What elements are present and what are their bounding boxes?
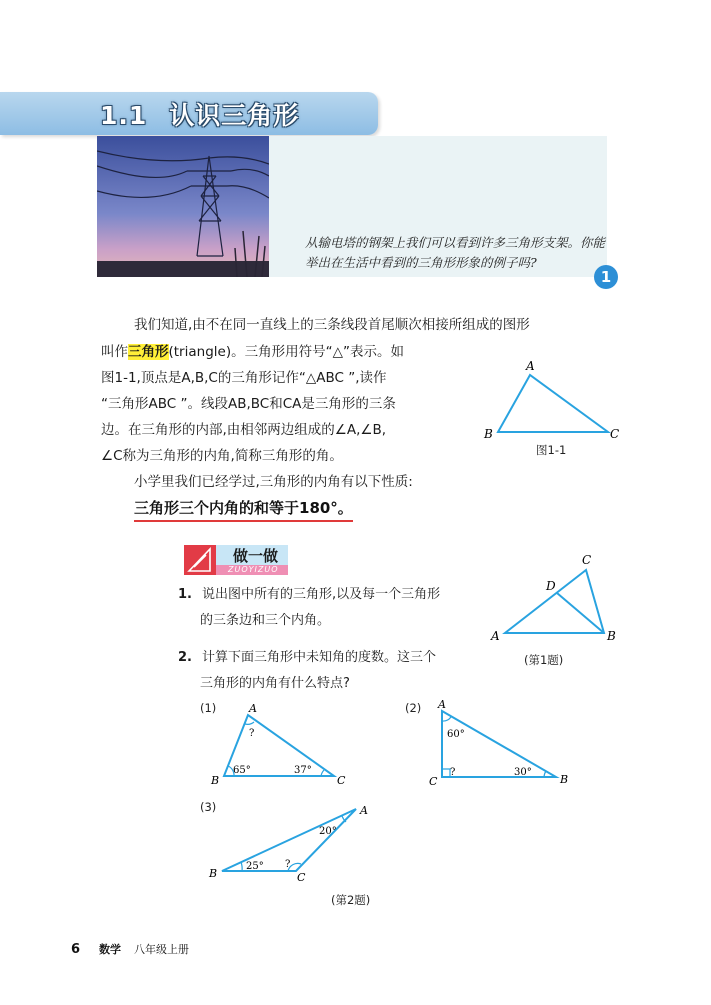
section-number: 1.1 — [100, 101, 148, 130]
fig-q1-caption: (第1题) — [524, 653, 564, 667]
fig-q2-caption: (第2题) — [331, 893, 371, 907]
body-line-1: 我们知道,由不在同一直线上的三条线段首尾顺次相接所组成的图形 — [134, 317, 530, 333]
q1-label-b: B — [607, 629, 616, 643]
q2-2-label-b: B — [560, 773, 569, 786]
q2-1-label-a: A — [249, 702, 257, 715]
body-line-2-post: (triangle)。三角形用符号“△”表示。如 — [168, 344, 404, 360]
power-tower-photo — [97, 136, 269, 277]
body-line-2 — [101, 339, 404, 365]
q2-2-label-a: A — [438, 698, 446, 711]
q2-t1-label: (1) — [200, 701, 217, 715]
fig1-label-c: C — [610, 427, 620, 441]
section-title — [100, 96, 299, 132]
figure-q2-1 — [200, 700, 360, 795]
question-1-line-2: 的三条边和三个内角。 — [200, 613, 331, 628]
q1-label-a: A — [491, 629, 500, 643]
activity-title: 做一做 — [233, 547, 279, 565]
question-1-line-1: 说出图中所有的三角形,以及每一个三角形 — [201, 587, 441, 602]
q2-2-angle-c: ? — [450, 767, 456, 778]
q2-2-label-c: C — [429, 775, 438, 788]
triangle-abc — [498, 375, 608, 432]
q2-1-label-b: B — [211, 774, 220, 787]
q2-1-label-c: C — [337, 774, 346, 787]
question-2-line-1: 计算下面三角形中未知角的度数。这三个 — [201, 650, 436, 665]
fig1-label-b: B — [484, 427, 493, 441]
q2-3-label-c: C — [297, 871, 306, 884]
body-line-5: 边。在三角形的内部,由相邻两边组成的∠A,∠B, — [101, 422, 387, 438]
q1-label-d: D — [546, 579, 556, 593]
figure-q2-3 — [200, 800, 380, 885]
angle-sum-law: 三角形三个内角的和等于180°。 — [134, 497, 353, 522]
triangle-q2-2 — [442, 711, 556, 777]
q2-2-angle-b: 30° — [514, 767, 532, 778]
footer-book: 八年级上册 — [134, 943, 190, 956]
q2-3-angle-c: ? — [285, 859, 291, 870]
question-2-line-2: 三角形的内角有什么特点? — [200, 676, 350, 691]
figure-q2-2 — [420, 697, 580, 792]
body-line-6: ∠C称为三角形的内角,简称三角形的角。 — [101, 448, 343, 464]
question-1 — [178, 582, 440, 608]
q2-3-label-b: B — [209, 867, 218, 880]
question-2 — [178, 645, 436, 671]
segment-bd — [557, 593, 604, 633]
intro-caption: 从输电塔的钢架上我们可以看到许多三角形支架。你能举出在生活中看到的三角形形象的例子吗? — [305, 235, 606, 270]
footer-subject: 数学 — [99, 943, 122, 956]
body-line-4: “三角形ABC ”。线段AB,BC和CA是三角形的三条 — [101, 396, 396, 412]
q2-3-angle-a: 20° — [319, 826, 337, 837]
figure-q1 — [486, 550, 626, 650]
activity-subtitle: ZUOYIZUO — [228, 565, 279, 574]
q2-1-angle-b: 65° — [233, 765, 251, 776]
fig1-caption: 图1-1 — [536, 443, 567, 457]
body-line-7: 小学里我们已经学过,三角形的内角有以下性质: — [134, 474, 413, 490]
question-2-number: 2. — [178, 650, 192, 665]
q2-1-angle-c: 37° — [294, 765, 312, 776]
q2-t3-label: (3) — [200, 800, 217, 814]
question-1-number: 1. — [178, 587, 192, 602]
q2-t2-label: (2) — [405, 701, 422, 715]
body-line-3: 图1-1,顶点是A,B,C的三角形记作“△ABC ”,读作 — [101, 370, 387, 386]
q1-label-c: C — [582, 553, 592, 567]
q2-3-angle-b: 25° — [246, 861, 264, 872]
page-number: 6 — [71, 942, 81, 957]
body-line-2-pre: 叫作 — [101, 344, 128, 360]
q2-3-label-a: A — [360, 804, 368, 817]
fig1-label-a: A — [526, 359, 535, 373]
section-title-text: 认识三角形 — [169, 101, 300, 130]
term-triangle: 三角形 — [128, 344, 169, 360]
note-badge: 1 — [594, 265, 618, 289]
page-footer — [71, 941, 189, 957]
q2-2-angle-a: 60° — [447, 729, 465, 740]
q2-1-angle-a: ? — [249, 728, 255, 739]
